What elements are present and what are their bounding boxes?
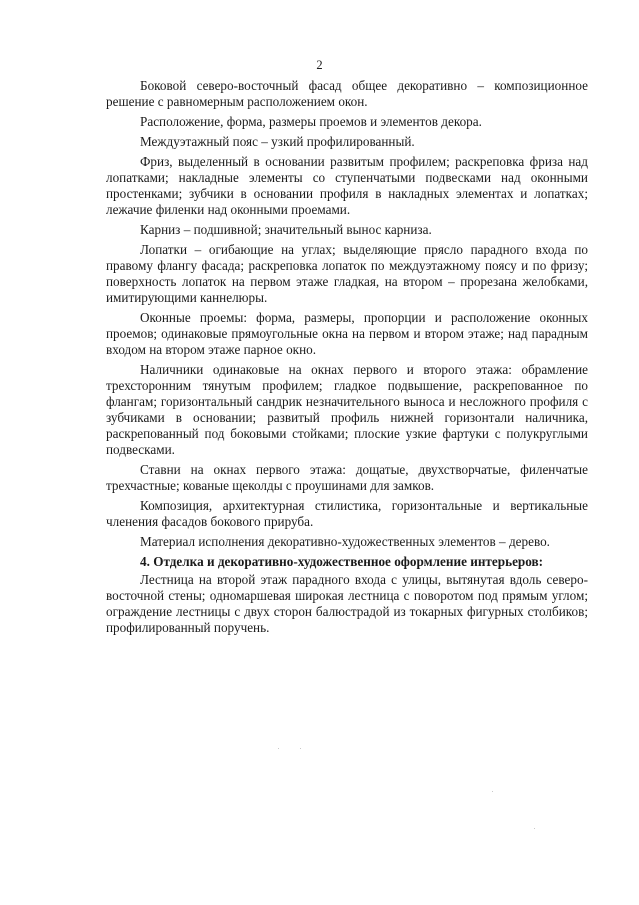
- paragraph: Композиция, архитектурная стилистика, горизонтальные и вертикальные членения фасадов бокового прируба.: [106, 498, 588, 529]
- paragraph: Фриз, выделенный в основании развитым профилем; раскреповка фриза над лопатками; накладные элементы со ступенчатыми подвесками над оконными простенками; зубчики в основании профиля в накладных элементах и лопатках; лежачие филенки над оконными проемами.: [106, 154, 588, 217]
- scan-speck: [278, 748, 279, 749]
- scan-speck: [300, 748, 301, 749]
- scan-speck: [492, 791, 493, 792]
- paragraph: Расположение, форма, размеры проемов и элементов декора.: [140, 114, 482, 129]
- paragraph: Оконные проемы: форма, размеры, пропорции и расположение оконных проемов; одинаковые прямоугольные окна на первом и втором этаже; над парадным входом на втором этаже парное окно.: [106, 310, 588, 357]
- paragraph: Лопатки – огибающие на углах; выделяющие прясло парадного входа по правому флангу фасада; раскреповка лопаток по междуэтажному поясу и по фризу; поверхность лопаток на первом этаже гладкая, на втором – прорезана желобками, имитирующими каннелюры.: [106, 242, 588, 305]
- paragraph: Лестница на второй этаж парадного входа с улицы, вытянутая вдоль северо-восточной стены; одномаршевая широкая лестница с поворотом под прямым углом; ограждение лестницы с двух сторон балюстрадой из токарных фигурных столбиков; профилированный поручень.: [106, 572, 588, 635]
- section-heading: 4. Отделка и декоративно-художественное оформление интерьеров:: [140, 554, 544, 569]
- paragraph: Ставни на окнах первого этажа: дощатые, двухстворчатые, филенчатые трехчастные; кованые щеколды с проушинами для замков.: [106, 462, 588, 493]
- paragraph: Боковой северо-восточный фасад общее декоративно – композиционное решение с равномерным расположением окон.: [106, 78, 588, 109]
- paragraph: Карниз – подшивной; значительный вынос карниза.: [140, 222, 432, 237]
- scan-speck: [534, 828, 535, 829]
- page-number: 2: [316, 58, 323, 72]
- paragraph: Наличники одинаковые на окнах первого и второго этажа: обрамление трехсторонним тянутым профилем; гладкое подвышение, раскрепованное по флангам; горизонтальный сандрик незначительного выноса и несложного профиля с зубчиками в основании; развитый профиль нижней горизонтали наличника, раскрепованный под боковыми стойками; плоские узкие фартуки с полукруглыми подвесками.: [106, 362, 588, 457]
- paragraph: Междуэтажный пояс – узкий профилированный.: [140, 134, 415, 149]
- paragraph: Материал исполнения декоративно-художественных элементов – дерево.: [140, 534, 550, 549]
- document-body: [106, 78, 588, 640]
